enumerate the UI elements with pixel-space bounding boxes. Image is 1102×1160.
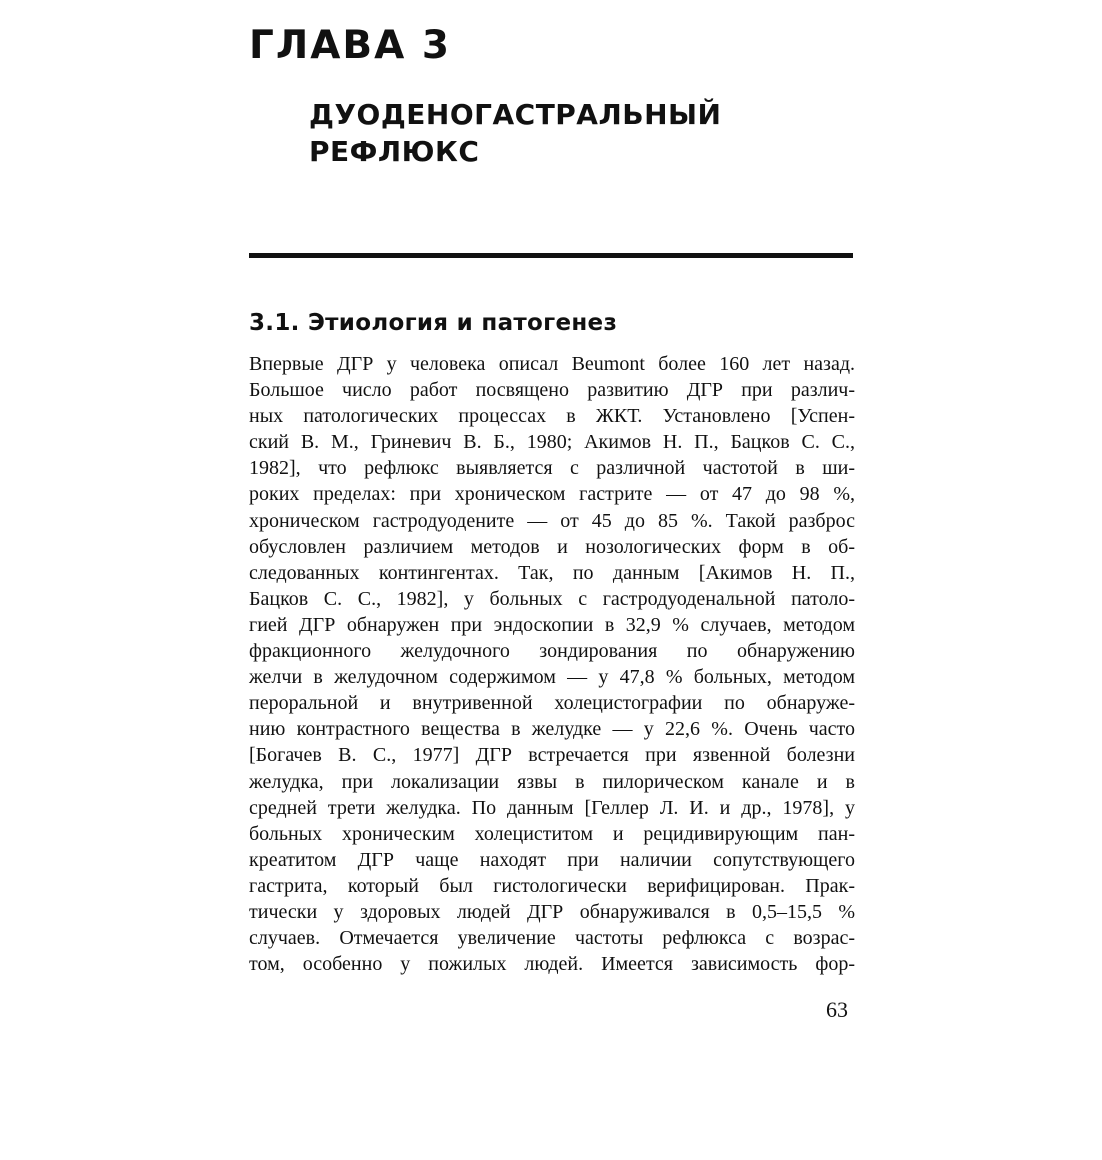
text-line: нию контрастного вещества в желудке — у 22,6 %. Очень часто: [249, 718, 855, 741]
text-line: 1982], что рефлюкс выявляется с различной частотой в ши-: [249, 457, 855, 480]
text-line: Большое число работ посвящено развитию ДГР при различ-: [249, 379, 855, 402]
chapter-label: ГЛАВА 3: [249, 23, 452, 68]
text-line: пероральной и внутривенной холецистографии по обнаруже-: [249, 692, 855, 715]
text-line: хроническом гастродуодените — от 45 до 85 %. Такой разброс: [249, 509, 855, 532]
page-number: 63: [826, 997, 848, 1022]
section-heading: 3.1. Этиология и патогенез: [249, 310, 618, 336]
text-line: желудка, при локализации язвы в пилорическом канале и в: [249, 770, 855, 793]
text-line: желчи в желудочном содержимом — у 47,8 % больных, методом: [249, 666, 855, 689]
text-line: ский В. М., Гриневич В. Б., 1980; Акимов Н. П., Бацков С. С.,: [249, 431, 855, 454]
text-line: больных хроническим холециститом и рецидивирующим пан-: [249, 822, 855, 845]
text-line: случаев. Отмечается увеличение частоты рефлюкса с возрас-: [249, 927, 855, 950]
text-line: следованных контингентах. Так, по данным [Акимов Н. П.,: [249, 561, 855, 584]
text-line: Бацков С. С., 1982], у больных с гастродуоденальной патоло-: [249, 587, 855, 610]
chapter-divider: [249, 253, 853, 258]
text-line: [Богачев В. С., 1977] ДГР встречается при язвенной болезни: [249, 744, 855, 767]
text-line: гией ДГР обнаружен при эндоскопии в 32,9 % случаев, методом: [249, 613, 855, 636]
text-line: обусловлен различием методов и нозологических форм в об-: [249, 535, 855, 558]
text-line: гастрита, который был гистологически верифицирован. Прак-: [249, 874, 855, 897]
text-line: том, особенно у пожилых людей. Имеется зависимость фор-: [249, 953, 855, 976]
text-line: креатитом ДГР чаще находят при наличии сопутствующего: [249, 848, 855, 871]
body-paragraph: [249, 351, 855, 977]
chapter-title-line: РЕФЛЮКС: [309, 135, 480, 168]
text-line: ных патологических процессах в ЖКТ. Установлено [Успен-: [249, 405, 855, 428]
text-line: фракционного желудочного зондирования по обнаружению: [249, 640, 855, 663]
text-line: роких пределах: при хроническом гастрите — от 47 до 98 %,: [249, 483, 855, 506]
chapter-title-line: ДУОДЕНОГАСТРАЛЬНЫЙ: [309, 98, 722, 131]
text-line: Впервые ДГР у человека описал Beumont более 160 лет назад.: [249, 353, 855, 375]
chapter-title: [309, 96, 721, 170]
text-line: тически у здоровых людей ДГР обнаруживался в 0,5–15,5 %: [249, 900, 855, 923]
text-line: средней трети желудка. По данным [Геллер Л. И. и др., 1978], у: [249, 796, 855, 819]
